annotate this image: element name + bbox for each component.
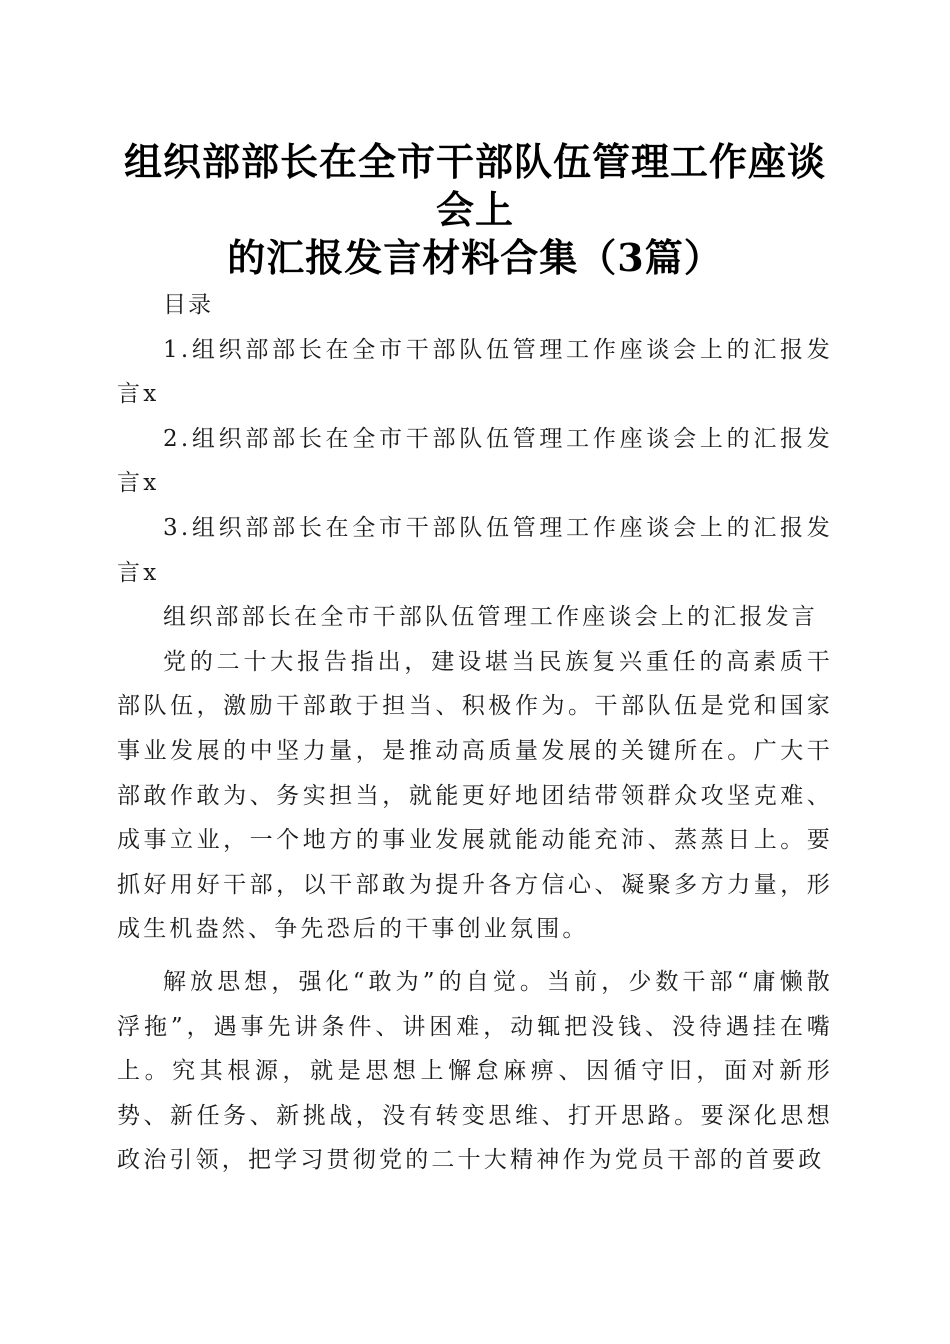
- section-heading: 组织部部长在全市干部队伍管理工作座谈会上的汇报发言: [163, 604, 818, 631]
- paragraph-1: 党的二十大报告指出，建设堪当民族复兴重任的高素质干部队伍，激励干部敢于担当、积极作为。干部队伍是党和国家事业发展的中坚力量，是推动高质量发展的关键所在。广大干部敢作敢为、务实担当，就能更好地团结带领群众攻坚克难、成事立业，一个地方的事业发展就能动能充沛、蒸蒸日上。要抓好用好干部，以干部敢为提升各方信心、凝聚多方力量，形成生机盎然、争先恐后的干事创业氛围。: [117, 648, 833, 943]
- document-title: [110, 138, 840, 282]
- toc-item-2: 2.组织部部长在全市干部队伍管理工作座谈会上的汇报发言x: [117, 425, 833, 497]
- title-line-1: 组织部部长在全市干部队伍管理工作座谈会上: [123, 139, 826, 232]
- title-line-2: 的汇报发言材料合集（3篇）: [227, 235, 723, 280]
- document-body: [117, 283, 833, 1183]
- paragraph-2: 解放思想，强化“敢为”的自觉。当前，少数干部“庸懒散浮拖”，遇事先讲条件、讲困难，动辄把没钱、没待遇挂在嘴上。究其根源，就是思想上懈怠麻痹、因循守旧，面对新形势、新任务、新挑战，没有转变思维、打开思路。要深化思想政治引领，把学习贯彻党的二十大精神作为党员干部的首要政: [117, 968, 833, 1174]
- toc-item-3: 3.组织部部长在全市干部队伍管理工作座谈会上的汇报发言x: [117, 514, 833, 586]
- toc-label: 目录: [163, 292, 213, 318]
- toc-item-1: 1.组织部部长在全市干部队伍管理工作座谈会上的汇报发言x: [117, 336, 833, 408]
